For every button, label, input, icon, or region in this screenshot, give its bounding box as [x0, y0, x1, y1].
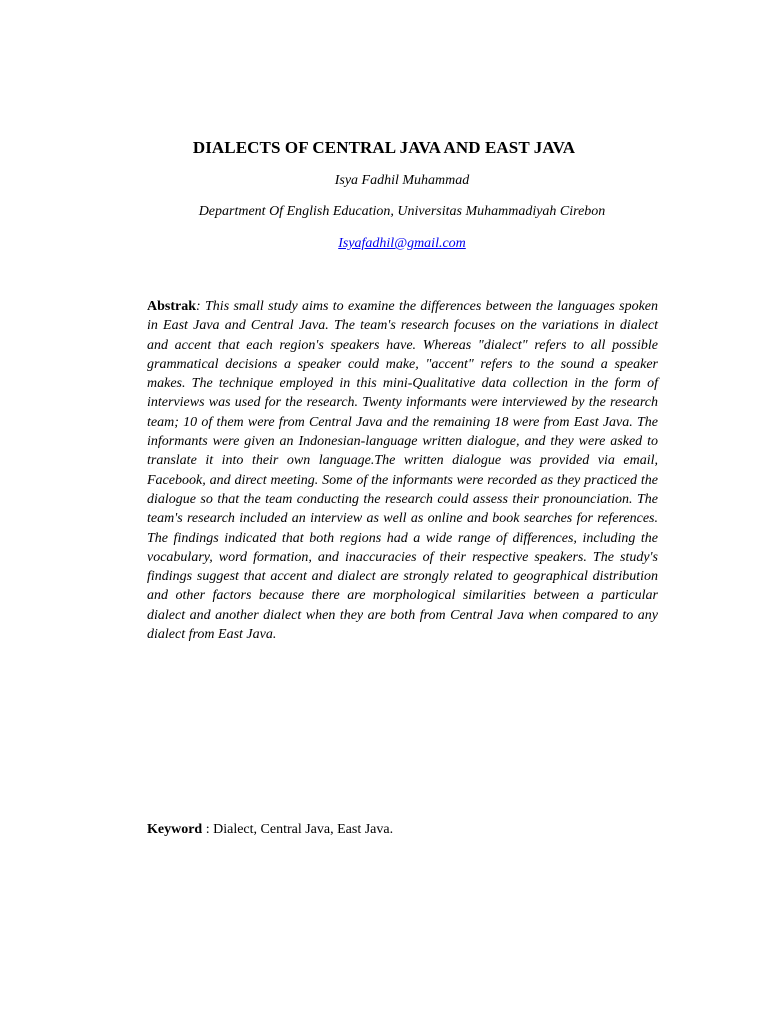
author-email-line: [0, 235, 768, 253]
author-name: Isya Fadhil Muhammad: [334, 173, 470, 188]
author-affiliation: Department Of English Education, Universitas Muhammadiyah Cirebon: [198, 204, 606, 219]
abstract-separator: :: [196, 299, 201, 314]
paper-title: DIALECTS OF CENTRAL JAVA AND EAST JAVA: [192, 138, 576, 157]
keywords-separator: :: [202, 822, 214, 837]
keywords-label: Keyword: [147, 822, 203, 837]
author-email-link[interactable]: Isyafadhil@gmail.com: [338, 236, 466, 251]
abstract-section: [147, 297, 658, 644]
keywords-section: [147, 820, 393, 839]
abstract-label: Abstrak: [147, 299, 197, 314]
abstract-text: This small study aims to examine the differences between the languages spoken in East Java and Central Java. The team's research focuses on the variations in dialect and accent that each region's speakers have. Whereas "dialect" refers to all possible grammatical decisions a speaker could make, "accent" refers to the sound a speaker makes. The technique employed in this mini-Qualitative data collection in the form of interviews was used for the research. Twenty informants were interviewed by the research team; 10 of them were from Central Java and the remaining 18 were from East Java. The informants were given an Indonesian-language written dialogue, and they were asked to translate it into their own language.The written dialogue was provided via email, Facebook, and direct meeting. Some of the informants were recorded as they practiced the dialogue so that the team conducting the research could assess their pronounciation. The team's research included an interview as well as online and book searches for references. The findings indicated that both regions had a wide range of differences, including the vocabulary, word formation, and inaccuracies of their respective speakers. The study's findings suggest that accent and dialect are strongly related to geographical distribution and other factors because there are morphological similarities between a particular dialect and another dialect when they are both from Central Java when compared to any dialect from East Java.: [147, 299, 658, 643]
keywords-text: Dialect, Central Java, East Java.: [213, 822, 394, 837]
